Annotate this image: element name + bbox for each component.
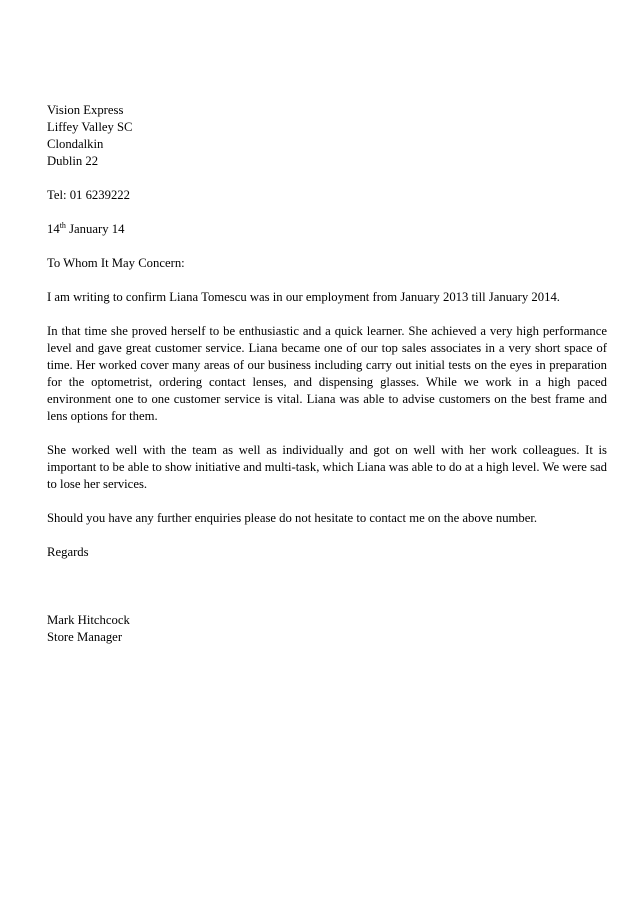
sender-name: Vision Express: [47, 103, 124, 117]
spacer: [47, 527, 607, 544]
spacer: [47, 170, 607, 187]
body-paragraph-2: In that time she proved herself to be enthusiastic and a quick learner. She achieved a very high performance level and gave great customer service. Liana became one of our top sales associates in a very short space of time. Her worked cover many areas of our business including carry out initial tests on the eyes in preparation for the optometrist, ordering contact lenses, and dispensing glasses. While we work in a high paced environment one to one customer service is vital. Liana was able to advise customers on the best frame and lens options for them.: [47, 324, 607, 423]
body-paragraph-3: She worked well with the team as well as individually and got on well with her work colleagues. It is important to be able to show initiative and multi-task, which Liana was able to do at a high level. We were sad to lose her services.: [47, 443, 608, 491]
closing: Regards: [47, 545, 89, 559]
spacer: [47, 204, 607, 221]
sender-address-line3: Dublin 22: [47, 154, 99, 168]
signatory-name: Mark Hitchcock: [47, 613, 130, 627]
spacer: [47, 238, 607, 255]
date-suffix: th: [59, 221, 66, 230]
body-paragraph-4: Should you have any further enquiries please do not hesitate to contact me on the above number.: [47, 511, 538, 525]
spacer: [47, 425, 607, 442]
spacer: [47, 493, 607, 510]
sender-address-line1: Liffey Valley SC: [47, 120, 133, 134]
signature-space: [47, 561, 607, 612]
date-day: 14: [47, 222, 60, 236]
spacer: [47, 306, 607, 323]
letter-body: [47, 102, 607, 646]
body-paragraph-1: I am writing to confirm Liana Tomescu was in our employment from January 2013 till January 2014.: [47, 290, 560, 304]
letter-date: [47, 221, 607, 238]
sender-telephone: Tel: 01 6239222: [47, 188, 130, 202]
sender-address: [47, 102, 607, 170]
signatory-title: Store Manager: [47, 630, 123, 644]
date-rest: January 14: [65, 222, 125, 236]
salutation: To Whom It May Concern:: [47, 256, 185, 270]
spacer: [47, 272, 607, 289]
sender-address-line2: Clondalkin: [47, 137, 104, 151]
